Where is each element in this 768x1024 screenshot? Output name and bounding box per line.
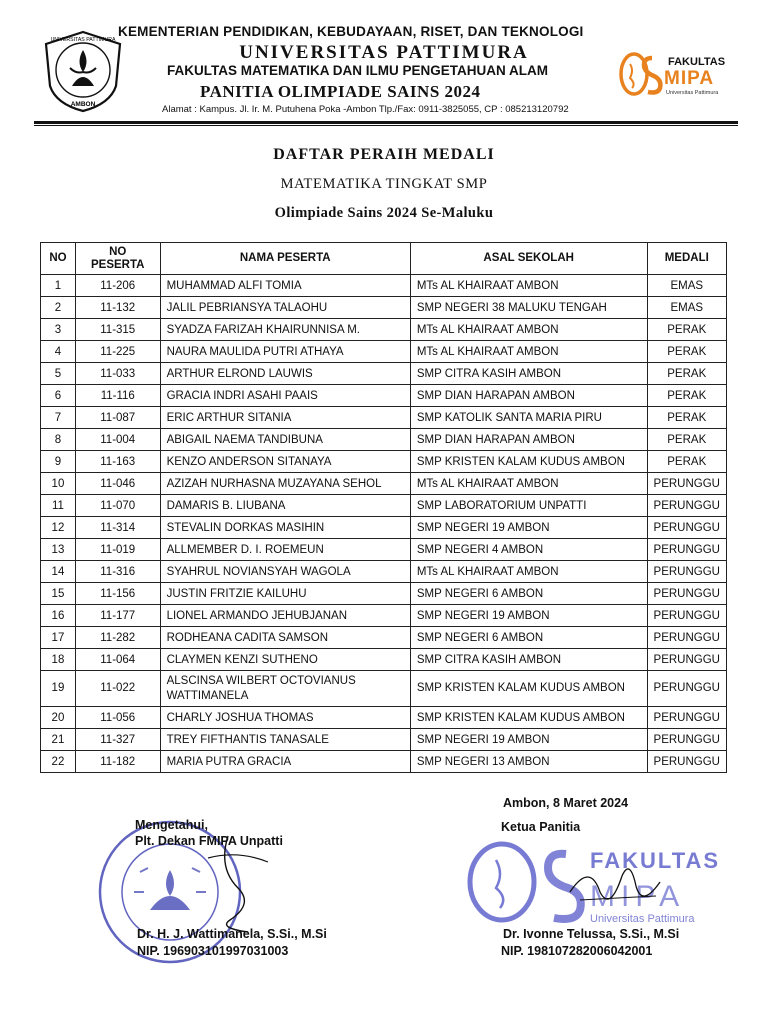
cell-medali: PERUNGGU <box>647 751 726 773</box>
cell-medali: PERUNGGU <box>647 473 726 495</box>
cell-asal-sekolah: SMP LABORATORIUM UNPATTI <box>410 495 647 517</box>
cell-no-peserta: 11-004 <box>75 429 160 451</box>
cell-no-peserta: 11-056 <box>75 707 160 729</box>
cell-no-peserta: 11-182 <box>75 751 160 773</box>
cell-nama-peserta: CLAYMEN KENZI SUTHENO <box>160 649 410 671</box>
cell-medali: PERUNGGU <box>647 495 726 517</box>
cell-medali: PERUNGGU <box>647 671 726 707</box>
cell-asal-sekolah: SMP KRISTEN KALAM KUDUS AMBON <box>410 671 647 707</box>
cell-asal-sekolah: SMP NEGERI 6 AMBON <box>410 583 647 605</box>
cell-no-peserta: 11-019 <box>75 539 160 561</box>
fmipa-logo-line3: Universitas Pattimura <box>666 90 719 96</box>
cell-no: 17 <box>41 627 76 649</box>
cell-medali: PERUNGGU <box>647 561 726 583</box>
ministry-name: KEMENTERIAN PENDIDIKAN, KEBUDAYAAN, RISET, DAN TEKNOLOGI <box>118 24 584 39</box>
cell-nama-peserta: NAURA MAULIDA PUTRI ATHAYA <box>160 341 410 363</box>
cell-medali: PERAK <box>647 319 726 341</box>
table-row <box>41 451 727 473</box>
cell-no: 13 <box>41 539 76 561</box>
cell-medali: PERUNGGU <box>647 605 726 627</box>
cell-nama-peserta: LIONEL ARMANDO JEHUBJANAN <box>160 605 410 627</box>
cell-nama-peserta: GRACIA INDRI ASAHI PAAIS <box>160 385 410 407</box>
cell-nama-peserta: SYAHRUL NOVIANSYAH WAGOLA <box>160 561 410 583</box>
cell-no-peserta: 11-132 <box>75 297 160 319</box>
cell-nama-peserta: ALSCINSA WILBERT OCTOVIANUS WATTIMANELA <box>160 671 410 707</box>
cell-nama-peserta: RODHEANA CADITA SAMSON <box>160 627 410 649</box>
dean-name: Dr. H. J. Wattimanela, S.Si., M.Si <box>137 927 327 941</box>
table-row <box>41 671 727 707</box>
university-name: UNIVERSITAS PATTIMURA <box>239 42 529 63</box>
cell-nama-peserta: KENZO ANDERSON SITANAYA <box>160 451 410 473</box>
cell-nama-peserta: ERIC ARTHUR SITANIA <box>160 407 410 429</box>
cell-no: 10 <box>41 473 76 495</box>
cell-asal-sekolah: SMP NEGERI 38 MALUKU TENGAH <box>410 297 647 319</box>
cell-asal-sekolah: MTs AL KHAIRAAT AMBON <box>410 319 647 341</box>
document-title: DAFTAR PERAIH MEDALI <box>273 146 495 163</box>
cell-no: 12 <box>41 517 76 539</box>
cell-medali: PERUNGGU <box>647 517 726 539</box>
cell-asal-sekolah: SMP CITRA KASIH AMBON <box>410 649 647 671</box>
cell-no-peserta: 11-177 <box>75 605 160 627</box>
dean-nip: NIP. 196903101997031003 <box>137 944 289 958</box>
cell-nama-peserta: ARTHUR ELROND LAUWIS <box>160 363 410 385</box>
table-row <box>41 275 727 297</box>
table-row <box>41 729 727 751</box>
cell-no-peserta: 11-033 <box>75 363 160 385</box>
cell-no: 15 <box>41 583 76 605</box>
cell-no-peserta: 11-314 <box>75 517 160 539</box>
table-row <box>41 297 727 319</box>
cell-medali: PERUNGGU <box>647 583 726 605</box>
cell-no: 3 <box>41 319 76 341</box>
cell-nama-peserta: DAMARIS B. LIUBANA <box>160 495 410 517</box>
fmipa-logo-line2: MIPA <box>664 68 715 89</box>
approval-label: Mengetahui, <box>135 818 208 832</box>
cell-asal-sekolah: SMP NEGERI 19 AMBON <box>410 729 647 751</box>
sign-place-date: Ambon, 8 Maret 2024 <box>503 796 629 810</box>
cell-no: 19 <box>41 671 76 707</box>
header-medali: MEDALI <box>647 243 726 275</box>
cell-no: 5 <box>41 363 76 385</box>
cell-asal-sekolah: MTs AL KHAIRAAT AMBON <box>410 275 647 297</box>
cell-no: 20 <box>41 707 76 729</box>
cell-asal-sekolah: SMP DIAN HARAPAN AMBON <box>410 385 647 407</box>
cell-asal-sekolah: SMP NEGERI 19 AMBON <box>410 517 647 539</box>
table-row <box>41 407 727 429</box>
cell-no: 14 <box>41 561 76 583</box>
univ-logo-text: UNIVERSITAS PATTIMURA <box>50 37 116 43</box>
cell-nama-peserta: STEVALIN DORKAS MASIHIN <box>160 517 410 539</box>
letterhead-address: Alamat : Kampus. Jl. Ir. M. Putuhena Poka -Ambon Tlp./Fax: 0911-3825055, CP : 085213120792 <box>162 104 569 115</box>
cell-asal-sekolah: SMP KRISTEN KALAM KUDUS AMBON <box>410 707 647 729</box>
cell-no: 7 <box>41 407 76 429</box>
cell-medali: PERUNGGU <box>647 649 726 671</box>
cell-nama-peserta: JUSTIN FRITZIE KAILUHU <box>160 583 410 605</box>
committee-chair-role: Ketua Panitia <box>501 820 581 834</box>
cell-asal-sekolah: MTs AL KHAIRAAT AMBON <box>410 473 647 495</box>
cell-asal-sekolah: SMP CITRA KASIH AMBON <box>410 363 647 385</box>
header-no-peserta: NO PESERTA <box>75 243 160 275</box>
letterhead-rule-thin <box>34 125 738 126</box>
table-row <box>41 341 727 363</box>
table-row <box>41 429 727 451</box>
cell-no-peserta: 11-163 <box>75 451 160 473</box>
table-row <box>41 319 727 341</box>
university-logo <box>40 28 126 114</box>
table-row <box>41 627 727 649</box>
cell-nama-peserta: JALIL PEBRIANSYA TALAOHU <box>160 297 410 319</box>
cell-no: 18 <box>41 649 76 671</box>
committee-chair-nip: NIP. 198107282006042001 <box>501 944 653 958</box>
cell-no: 9 <box>41 451 76 473</box>
header-nama-peserta: NAMA PESERTA <box>160 243 410 275</box>
table-row <box>41 473 727 495</box>
table-row <box>41 385 727 407</box>
document-subject: MATEMATIKA TINGKAT SMP <box>280 176 488 192</box>
cell-medali: PERUNGGU <box>647 627 726 649</box>
table-body <box>41 275 727 773</box>
cell-no-peserta: 11-327 <box>75 729 160 751</box>
header-no: NO <box>41 243 76 275</box>
table-row <box>41 495 727 517</box>
cell-no-peserta: 11-087 <box>75 407 160 429</box>
cell-asal-sekolah: SMP KRISTEN KALAM KUDUS AMBON <box>410 451 647 473</box>
cell-no-peserta: 11-156 <box>75 583 160 605</box>
chair-signature <box>560 852 670 922</box>
cell-asal-sekolah: SMP NEGERI 19 AMBON <box>410 605 647 627</box>
cell-no-peserta: 11-282 <box>75 627 160 649</box>
medal-table <box>40 242 727 773</box>
cell-no-peserta: 11-070 <box>75 495 160 517</box>
cell-no-peserta: 11-022 <box>75 671 160 707</box>
fmipa-stamp-line3: Universitas Pattimura <box>590 913 695 925</box>
fmipa-logo-line1: FAKULTAS <box>668 56 726 68</box>
cell-medali: PERAK <box>647 363 726 385</box>
cell-medali: PERAK <box>647 451 726 473</box>
cell-asal-sekolah: SMP NEGERI 6 AMBON <box>410 627 647 649</box>
cell-no-peserta: 11-315 <box>75 319 160 341</box>
cell-nama-peserta: MARIA PUTRA GRACIA <box>160 751 410 773</box>
cell-nama-peserta: CHARLY JOSHUA THOMAS <box>160 707 410 729</box>
cell-medali: PERAK <box>647 341 726 363</box>
cell-no: 4 <box>41 341 76 363</box>
cell-no-peserta: 11-064 <box>75 649 160 671</box>
table-row <box>41 561 727 583</box>
cell-no: 16 <box>41 605 76 627</box>
cell-asal-sekolah: SMP DIAN HARAPAN AMBON <box>410 429 647 451</box>
table-row <box>41 539 727 561</box>
faculty-name: FAKULTAS MATEMATIKA DAN ILMU PENGETAHUAN ALAM <box>167 63 548 78</box>
fmipa-stamp-line1: FAKULTAS <box>590 848 721 873</box>
cell-nama-peserta: MUHAMMAD ALFI TOMIA <box>160 275 410 297</box>
cell-asal-sekolah: MTs AL KHAIRAAT AMBON <box>410 561 647 583</box>
cell-asal-sekolah: SMP KATOLIK SANTA MARIA PIRU <box>410 407 647 429</box>
table-row <box>41 751 727 773</box>
header-asal-sekolah: ASAL SEKOLAH <box>410 243 647 275</box>
univ-logo-city: AMBON <box>70 101 96 108</box>
letterhead-rule-thick <box>34 121 738 124</box>
table-row <box>41 605 727 627</box>
cell-nama-peserta: ALLMEMBER D. I. ROEMEUN <box>160 539 410 561</box>
cell-no: 11 <box>41 495 76 517</box>
cell-medali: PERAK <box>647 385 726 407</box>
cell-medali: EMAS <box>647 275 726 297</box>
cell-medali: PERUNGGU <box>647 729 726 751</box>
cell-medali: EMAS <box>647 297 726 319</box>
committee-name: PANITIA OLIMPIADE SAINS 2024 <box>200 82 481 101</box>
cell-nama-peserta: SYADZA FARIZAH KHAIRUNNISA M. <box>160 319 410 341</box>
cell-no-peserta: 11-116 <box>75 385 160 407</box>
cell-no: 21 <box>41 729 76 751</box>
committee-chair-name: Dr. Ivonne Telussa, S.Si., M.Si <box>503 927 680 941</box>
document-event: Olimpiade Sains 2024 Se-Maluku <box>274 205 494 221</box>
cell-medali: PERAK <box>647 407 726 429</box>
cell-no: 22 <box>41 751 76 773</box>
cell-no-peserta: 11-225 <box>75 341 160 363</box>
cell-no-peserta: 11-206 <box>75 275 160 297</box>
cell-no: 1 <box>41 275 76 297</box>
cell-no: 2 <box>41 297 76 319</box>
cell-asal-sekolah: SMP NEGERI 13 AMBON <box>410 751 647 773</box>
table-row <box>41 649 727 671</box>
cell-no-peserta: 11-316 <box>75 561 160 583</box>
table-row <box>41 583 727 605</box>
table-row <box>41 363 727 385</box>
table-header-row <box>41 243 727 275</box>
fmipa-stamp-line2: MIPA <box>590 880 686 913</box>
cell-no: 8 <box>41 429 76 451</box>
cell-no-peserta: 11-046 <box>75 473 160 495</box>
cell-medali: PERUNGGU <box>647 539 726 561</box>
cell-asal-sekolah: MTs AL KHAIRAAT AMBON <box>410 341 647 363</box>
table-row <box>41 517 727 539</box>
cell-medali: PERAK <box>647 429 726 451</box>
cell-nama-peserta: ABIGAIL NAEMA TANDIBUNA <box>160 429 410 451</box>
dean-role: Plt. Dekan FMIPA Unpatti <box>135 834 283 848</box>
cell-nama-peserta: AZIZAH NURHASNA MUZAYANA SEHOL <box>160 473 410 495</box>
cell-no: 6 <box>41 385 76 407</box>
cell-asal-sekolah: SMP NEGERI 4 AMBON <box>410 539 647 561</box>
table-row <box>41 707 727 729</box>
cell-nama-peserta: TREY FIFTHANTIS TANASALE <box>160 729 410 751</box>
cell-medali: PERUNGGU <box>647 707 726 729</box>
